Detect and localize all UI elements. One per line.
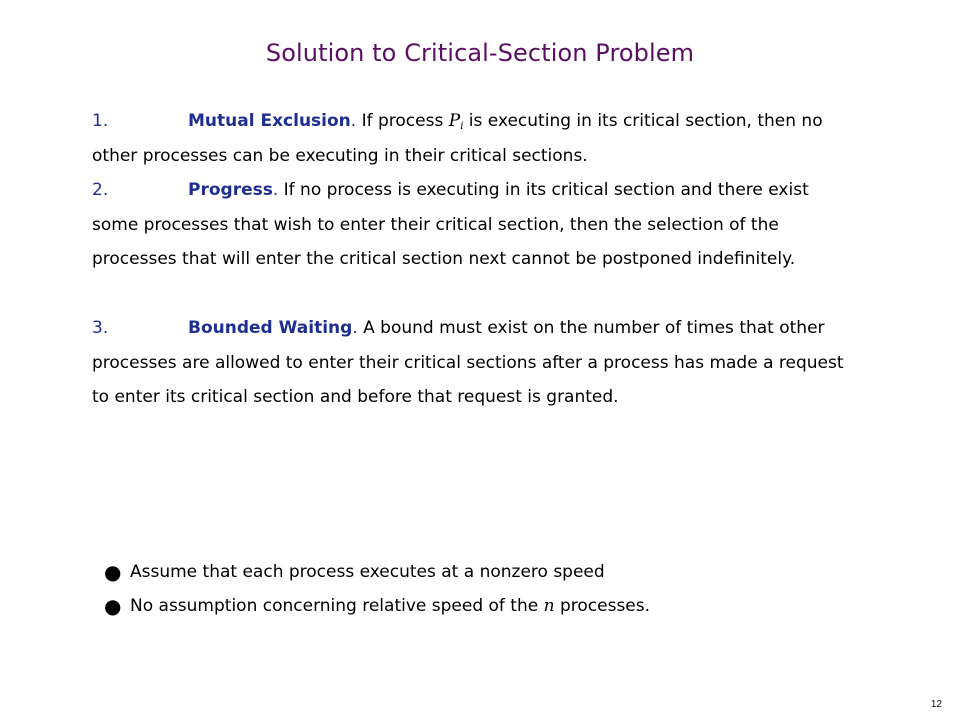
condition-bounded-waiting [92, 311, 852, 415]
assumption-text-before-math: No assumption concerning relative speed of the [130, 596, 544, 616]
process-symbol [449, 111, 464, 131]
condition-progress [92, 173, 852, 277]
condition-text-before-math: If process [356, 111, 449, 131]
assumption-text-after-math: processes. [554, 596, 651, 616]
condition-term: Mutual Exclusion [188, 111, 351, 131]
condition-term: Progress [188, 180, 273, 200]
condition-number: 1. [92, 111, 109, 131]
process-count-symbol: n [543, 596, 555, 616]
condition-list [92, 104, 852, 415]
condition-text: If no process is executing in its critical section and there exist some processes that wish to enter their critical section, then the selection of the processes that will enter the critical section next cannot be postponed indefinitely. [92, 180, 809, 269]
condition-text-after-math: is executing in its critical section, then no other processes can be executing in their critical sections. [92, 111, 823, 166]
math-base: P [448, 111, 461, 131]
term-period: . [350, 111, 357, 131]
assumption-item [104, 589, 864, 623]
page-number: 12 [930, 699, 942, 710]
condition-text: A bound must exist on the number of times that other processes are allowed to enter their critical sections after a process has made a request to enter its critical section and before that request is granted. [92, 318, 844, 407]
assumption-text [130, 589, 650, 623]
math-subscript: i [460, 121, 464, 132]
condition-number: 3. [92, 318, 109, 338]
assumption-text: Assume that each process executes at a nonzero speed [130, 562, 605, 582]
paragraph-spacer [92, 277, 852, 312]
condition-term: Bounded Waiting [188, 318, 353, 338]
term-period: . [272, 180, 279, 200]
slide-title: Solution to Critical-Section Problem [265, 39, 695, 67]
bullet-icon: ● [104, 560, 122, 584]
assumption-list [104, 555, 864, 623]
term-period: . [352, 318, 358, 338]
condition-mutual-exclusion [92, 104, 852, 173]
assumption-item [104, 555, 864, 589]
bullet-icon: ● [104, 594, 122, 618]
condition-number: 2. [92, 180, 109, 200]
